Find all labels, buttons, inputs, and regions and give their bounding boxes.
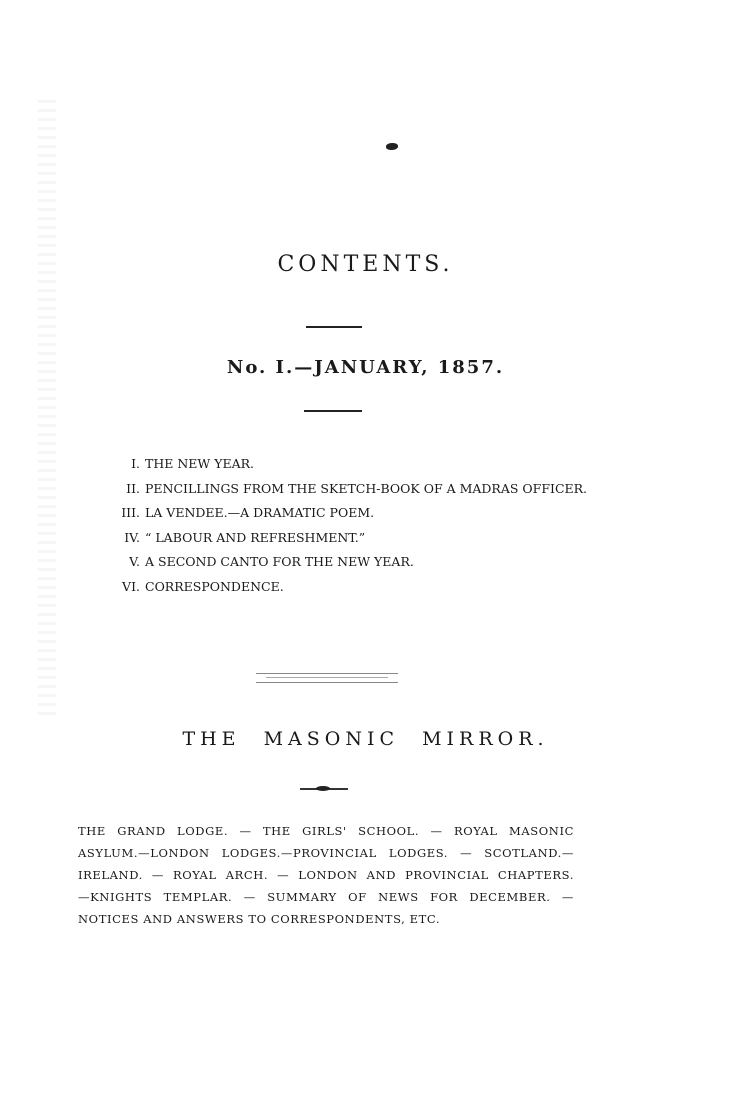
toc-entry-3	[110, 501, 610, 526]
toc-title: “ LABOUR AND REFRESHMENT.”	[145, 529, 366, 545]
section-title: THE MASONIC MIRROR.	[182, 728, 549, 750]
page-gutter-shadow	[38, 100, 56, 720]
summary-line: NOTICES AND ANSWERS TO CORRESPONDENTS, ETC.	[78, 912, 441, 926]
contents-title: CONTENTS.	[277, 252, 454, 277]
issue-rule	[304, 410, 362, 412]
toc-entry-5	[110, 550, 610, 575]
issue-line: No. I.—JANUARY, 1857.	[226, 357, 505, 378]
toc-title: THE NEW YEAR.	[145, 456, 255, 471]
toc-number: II.	[126, 480, 140, 496]
toc-number: III.	[121, 505, 140, 520]
toc-number: I.	[131, 456, 140, 471]
toc-number: V.	[129, 554, 140, 569]
section-dash	[300, 788, 348, 790]
toc-title: A SECOND CANTO FOR THE NEW YEAR.	[145, 554, 414, 569]
summary-line: ASYLUM.—LONDON LODGES.—PROVINCIAL LODGES. — SCOTLAND.—	[78, 846, 574, 860]
summary-line: THE GRAND LODGE. — THE GIRLS' SCHOOL. — ROYAL MASONIC	[78, 824, 574, 838]
toc-entry-4	[110, 526, 610, 551]
ornamental-divider	[256, 673, 398, 683]
summary-line: IRELAND. — ROYAL ARCH. — LONDON AND PROVINCIAL CHAPTERS.	[78, 868, 574, 882]
summary-line: —KNIGHTS TEMPLAR. — SUMMARY OF NEWS FOR DECEMBER. —	[78, 890, 574, 904]
toc-title: PENCILLINGS FROM THE SKETCH-BOOK OF A MADRAS OFFICER.	[145, 480, 588, 496]
toc-entry-2	[110, 477, 610, 502]
table-of-contents	[110, 452, 610, 599]
toc-entry-6	[110, 575, 610, 600]
toc-number: IV.	[124, 529, 140, 545]
title-rule	[306, 326, 362, 328]
section-summary	[78, 820, 574, 930]
toc-title: LA VENDEE.—A DRAMATIC POEM.	[145, 505, 375, 520]
toc-entry-1	[110, 452, 610, 477]
ink-speck	[386, 143, 398, 150]
toc-number: VI.	[122, 578, 140, 594]
toc-title: CORRESPONDENCE.	[145, 578, 284, 594]
